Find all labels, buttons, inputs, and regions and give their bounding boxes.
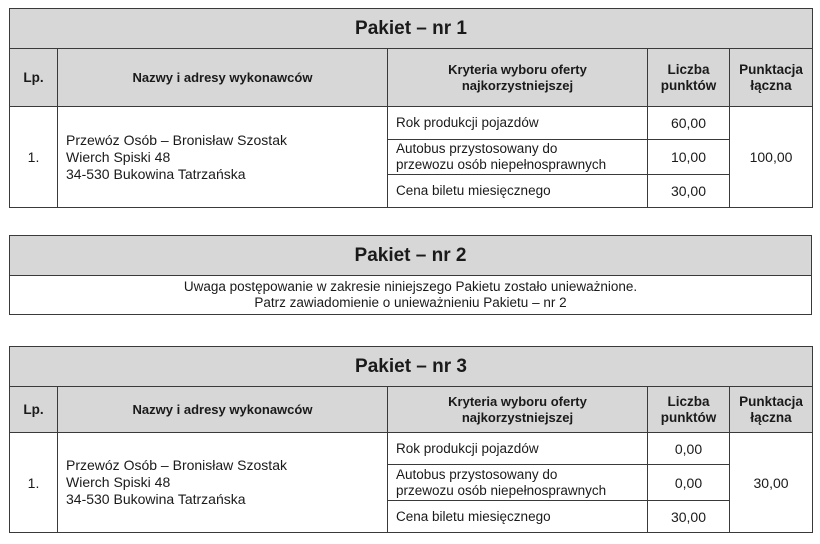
criterion-monthly-ticket-price: Cena biletu miesięcznego bbox=[388, 501, 648, 533]
criterion-accessible-bus: Autobus przystosowany do przewozu osób niepełnosprawnych bbox=[388, 465, 648, 501]
points-production-year: 60,00 bbox=[648, 107, 730, 140]
header-points: Liczba punktów bbox=[648, 387, 730, 433]
header-lp: Lp. bbox=[10, 49, 58, 107]
points-monthly-ticket-price: 30,00 bbox=[648, 501, 730, 533]
cancellation-note: Uwaga postępowanie w zakresie niniejszego Pakietu zostało unieważnione. Patrz zawiadomienie o unieważnieniu Pakietu – nr 2 bbox=[10, 276, 812, 315]
pakiet-2-table bbox=[9, 235, 812, 315]
points-monthly-ticket-price: 30,00 bbox=[648, 175, 730, 208]
header-total: Punktacja łączna bbox=[730, 387, 813, 433]
pakiet-3-title: Pakiet – nr 3 bbox=[10, 347, 813, 387]
points-accessible-bus: 0,00 bbox=[648, 465, 730, 501]
header-criteria: Kryteria wyboru oferty najkorzystniejszej bbox=[388, 49, 648, 107]
criterion-production-year: Rok produkcji pojazdów bbox=[388, 107, 648, 140]
header-names: Nazwy i adresy wykonawców bbox=[58, 49, 388, 107]
criterion-accessible-bus: Autobus przystosowany do przewozu osób niepełnosprawnych bbox=[388, 140, 648, 175]
row-lp: 1. bbox=[10, 107, 58, 208]
header-points: Liczba punktów bbox=[648, 49, 730, 107]
points-production-year: 0,00 bbox=[648, 433, 730, 465]
contractor-name-address: Przewóz Osób – Bronisław Szostak Wierch Spiski 48 34-530 Bukowina Tatrzańska bbox=[58, 107, 388, 208]
total-score: 100,00 bbox=[730, 107, 813, 208]
pakiet-3-table bbox=[9, 346, 813, 533]
total-score: 30,00 bbox=[730, 433, 813, 533]
contractor-name-address: Przewóz Osób – Bronisław Szostak Wierch Spiski 48 34-530 Bukowina Tatrzańska bbox=[58, 433, 388, 533]
criterion-monthly-ticket-price: Cena biletu miesięcznego bbox=[388, 175, 648, 208]
header-total: Punktacja łączna bbox=[730, 49, 813, 107]
row-lp: 1. bbox=[10, 433, 58, 533]
header-criteria: Kryteria wyboru oferty najkorzystniejszej bbox=[388, 387, 648, 433]
criterion-production-year: Rok produkcji pojazdów bbox=[388, 433, 648, 465]
header-lp: Lp. bbox=[10, 387, 58, 433]
header-names: Nazwy i adresy wykonawców bbox=[58, 387, 388, 433]
points-accessible-bus: 10,00 bbox=[648, 140, 730, 175]
pakiet-1-title: Pakiet – nr 1 bbox=[10, 9, 813, 49]
pakiet-1-table bbox=[9, 8, 813, 208]
pakiet-2-title: Pakiet – nr 2 bbox=[10, 236, 812, 276]
